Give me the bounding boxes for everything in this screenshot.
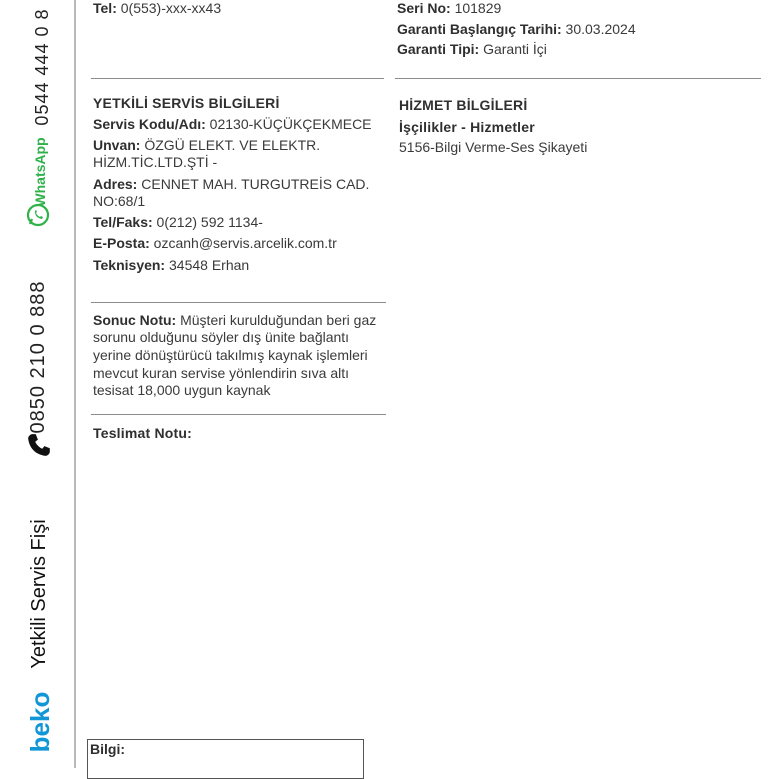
customer-phone-label: Tel: bbox=[93, 0, 117, 16]
work-subheading: İşçilikler - Hizmetler bbox=[399, 119, 535, 135]
info-box bbox=[87, 739, 364, 779]
service-address-value: CENNET MAH. TURGUTREİS CAD. bbox=[137, 176, 370, 192]
service-address-line2: NO:68/1 bbox=[93, 193, 146, 209]
service-code-label: Servis Kodu/Adı: bbox=[93, 116, 206, 132]
customer-phone-value: 0(553)-xxx-xx43 bbox=[116, 0, 222, 16]
delivery-note-label: Teslimat Notu: bbox=[93, 425, 192, 441]
customer-phone bbox=[93, 0, 221, 17]
service-email-value: ozcanh@servis.arcelik.com.tr bbox=[149, 235, 337, 251]
warranty-start-label: Garanti Başlangıç Tarihi: bbox=[397, 21, 562, 37]
warranty-start bbox=[397, 21, 636, 38]
service-email bbox=[93, 235, 337, 252]
service-title bbox=[93, 137, 320, 154]
serial-number bbox=[397, 0, 501, 17]
service-technician bbox=[93, 257, 249, 274]
document-title: Yetkili Servis Fişi bbox=[28, 519, 50, 669]
service-address bbox=[93, 176, 369, 193]
serial-value: 101829 bbox=[450, 0, 502, 16]
divider bbox=[91, 78, 384, 79]
service-phone-label: Tel/Faks: bbox=[93, 214, 153, 230]
technician-value: 34548 Erhan bbox=[165, 257, 250, 273]
result-note-label: Sonuc Notu: bbox=[93, 312, 177, 328]
serial-label: Seri No: bbox=[397, 0, 451, 16]
service-phone bbox=[93, 214, 263, 231]
result-note-line: yerine dönüştürücü takılmış kaynak işlemleri bbox=[93, 347, 368, 363]
result-note-line: sorunu olduğunu söyler dış ünite bağlantı bbox=[93, 329, 350, 345]
service-title-line2: HİZM.TİC.LTD.ŞTİ - bbox=[93, 154, 218, 170]
warranty-type bbox=[397, 41, 547, 58]
divider bbox=[395, 78, 761, 79]
result-note-line: tesisat 18,000 uygun kaynak bbox=[93, 382, 271, 398]
whatsapp-phone-number: 0544 444 0 8 bbox=[32, 8, 52, 126]
divider bbox=[91, 302, 386, 303]
service-title-label: Unvan: bbox=[93, 137, 141, 153]
sidebar bbox=[0, 0, 76, 768]
service-heading: YETKİLİ SERVİS BİLGİLERİ bbox=[93, 95, 280, 111]
result-note-line: Müşteri kurulduğundan beri gaz bbox=[176, 312, 377, 328]
technician-label: Teknisyen: bbox=[93, 257, 166, 273]
service-code bbox=[93, 116, 372, 133]
service-address-label: Adres: bbox=[93, 176, 138, 192]
whatsapp-label: WhatsApp bbox=[32, 137, 48, 207]
service-title-value: ÖZGÜ ELEKT. VE ELEKTR. bbox=[140, 137, 321, 153]
warranty-type-value: Garanti İçi bbox=[479, 41, 547, 57]
work-item: 5156-Bilgi Verme-Ses Şikayeti bbox=[399, 139, 588, 155]
result-note-line: mevcut kuran servise yönlendirin sıva altı bbox=[93, 365, 349, 381]
warranty-type-label: Garanti Tipi: bbox=[397, 41, 480, 57]
whatsapp-icon bbox=[26, 203, 50, 227]
service-code-value: 02130-KÜÇÜKÇEKMECE bbox=[205, 116, 372, 132]
work-heading: HİZMET BİLGİLERİ bbox=[399, 97, 528, 113]
warranty-start-value: 30.03.2024 bbox=[561, 21, 636, 37]
phone-icon bbox=[26, 432, 52, 458]
service-phone-value: 0(212) 592 1134- bbox=[152, 214, 263, 230]
result-note bbox=[93, 312, 376, 329]
divider bbox=[91, 414, 386, 415]
main-phone-number: 0850 210 0 888 bbox=[27, 280, 49, 434]
beko-logo: beko bbox=[25, 691, 55, 753]
info-label: Bilgi: bbox=[90, 741, 125, 757]
service-email-label: E-Posta: bbox=[93, 235, 150, 251]
